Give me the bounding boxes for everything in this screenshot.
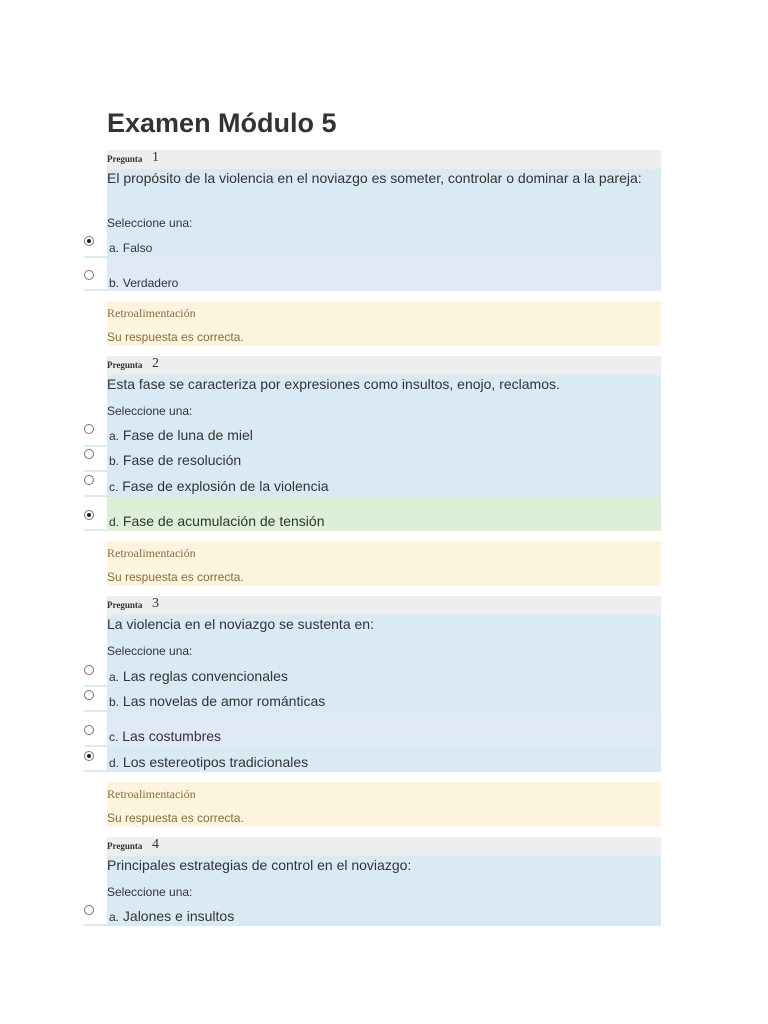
question-label: Pregunta — [107, 841, 143, 851]
option-label[interactable]: a. Fase de luna de miel — [109, 427, 253, 443]
radio-button[interactable] — [84, 510, 94, 520]
option-label[interactable]: b. Verdadero — [109, 276, 179, 290]
question-text: Esta fase se caracteriza por expresiones como insultos, enojo, reclamos. — [107, 376, 560, 392]
question-text: El propósito de la violencia en el noviazgo es someter, controlar o dominar a la pareja: — [107, 170, 642, 186]
radio-button[interactable] — [84, 236, 94, 246]
question-body — [107, 375, 661, 422]
option-label[interactable]: c. Fase de explosión de la violencia — [109, 478, 329, 494]
option-row[interactable] — [84, 472, 661, 497]
question-header — [107, 837, 661, 856]
feedback-text: Su respuesta es correcta. — [107, 811, 244, 825]
option-label[interactable]: c. Las costumbres — [109, 728, 222, 744]
radio-button[interactable] — [84, 424, 94, 434]
select-prompt: Seleccione una: — [107, 216, 193, 230]
radio-button[interactable] — [84, 690, 94, 700]
radio-button[interactable] — [84, 725, 94, 735]
select-prompt: Seleccione una: — [107, 644, 193, 658]
option-row[interactable] — [84, 747, 661, 772]
question-text: La violencia en el noviazgo se sustenta en: — [107, 616, 374, 632]
option-row[interactable] — [84, 422, 661, 447]
feedback-text: Su respuesta es correcta. — [107, 570, 244, 584]
option-row[interactable] — [84, 687, 661, 712]
option-row[interactable] — [84, 903, 661, 926]
select-prompt: Seleccione una: — [107, 404, 193, 418]
option-row[interactable] — [84, 712, 661, 747]
page-title: Examen Módulo 5 — [107, 108, 337, 138]
radio-button[interactable] — [84, 475, 94, 485]
option-row[interactable] — [84, 447, 661, 472]
question-number: 3 — [152, 596, 159, 611]
select-prompt: Seleccione una: — [107, 885, 193, 899]
option-label[interactable]: d. Los estereotipos tradicionales — [109, 754, 309, 770]
feedback-box — [107, 541, 661, 586]
question-label: Pregunta — [107, 154, 143, 164]
feedback-title: Retroalimentación — [107, 787, 196, 801]
question-body — [107, 856, 661, 903]
question-header — [107, 150, 661, 169]
question-body — [107, 615, 661, 662]
question-text: Principales estrategias de control en el noviazgo: — [107, 857, 412, 873]
option-row[interactable] — [84, 233, 661, 258]
question-header — [107, 596, 661, 615]
option-label[interactable]: a. Jalones e insultos — [109, 908, 235, 924]
question-number: 2 — [152, 356, 159, 371]
option-label[interactable]: d. Fase de acumulación de tensión — [109, 513, 325, 529]
feedback-title: Retroalimentación — [107, 306, 196, 320]
radio-button[interactable] — [84, 270, 94, 280]
feedback-text: Su respuesta es correcta. — [107, 330, 244, 344]
question-label: Pregunta — [107, 360, 143, 370]
question-number: 4 — [152, 837, 159, 852]
radio-button[interactable] — [84, 449, 94, 459]
question-number: 1 — [152, 150, 159, 165]
radio-button[interactable] — [84, 751, 94, 761]
feedback-title: Retroalimentación — [107, 546, 196, 560]
option-label[interactable]: a. Las reglas convencionales — [109, 668, 288, 684]
option-label[interactable]: a. Falso — [109, 241, 153, 255]
radio-button[interactable] — [84, 665, 94, 675]
question-body — [107, 169, 661, 233]
option-label[interactable]: b. Las novelas de amor románticas — [109, 693, 326, 709]
option-label[interactable]: b. Fase de resolución — [109, 452, 242, 468]
feedback-box — [107, 301, 661, 346]
feedback-box — [107, 782, 661, 827]
option-row[interactable] — [84, 497, 661, 531]
question-header — [107, 356, 661, 375]
option-row[interactable] — [84, 258, 661, 291]
question-label: Pregunta — [107, 600, 143, 610]
radio-button[interactable] — [84, 905, 94, 915]
option-row[interactable] — [84, 662, 661, 687]
